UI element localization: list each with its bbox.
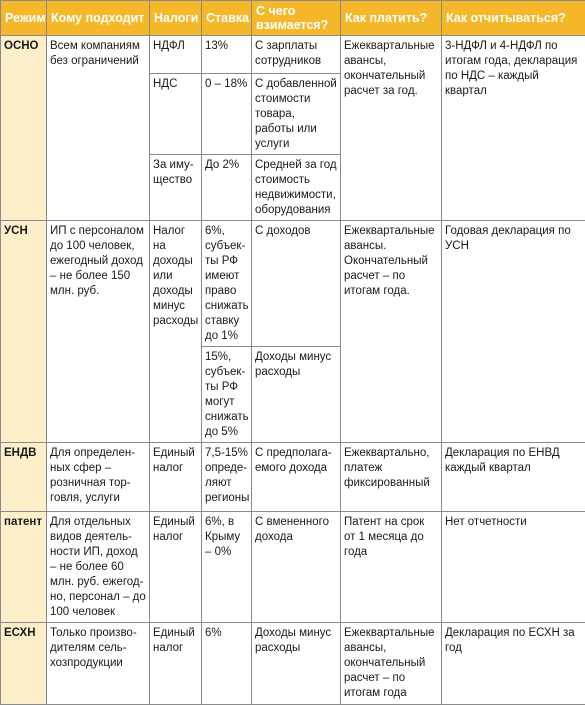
rate-cell: До 2% (202, 155, 252, 221)
who-cell: Для определен-ных сфер – розничная тор-говля, услуги (47, 443, 150, 512)
rate-cell: 7,5-15% опреде-ляют регионы (202, 443, 252, 512)
mode-cell: ЕНДВ (1, 443, 47, 512)
base-cell: Доходы минус расходы (252, 623, 341, 705)
table-row-eshn (1, 623, 585, 705)
tax-cell: Единый налог (150, 512, 202, 623)
mode-cell: УСН (1, 221, 47, 443)
report-cell: Декларация по ЕСХН за год (442, 623, 585, 705)
tax-cell: За иму-щество (150, 155, 202, 221)
rate-cell: 0 – 18% (202, 74, 252, 155)
pay-cell: Патент на срок от 1 месяца до года (341, 512, 442, 623)
report-cell: Нет отчетности (442, 512, 585, 623)
rate-cell: 15%, субъек-ты РФ могут снижать до 5% (202, 347, 252, 443)
table-row-patent (1, 512, 585, 623)
pay-cell: Ежеквартальные авансы, окончательный расчет – по итогам года (341, 623, 442, 705)
pay-cell: Ежеквартально, платеж фиксированный (341, 443, 442, 512)
base-cell: Доходы минус расходы (252, 347, 341, 443)
mode-cell: ЕСХН (1, 623, 47, 705)
header-pay: Как платить? (341, 1, 442, 36)
base-cell: С вмененного дохода (252, 512, 341, 623)
report-cell: Декларация по ЕНВД каждый квартал (442, 443, 585, 512)
base-cell: С предполага-емого дохода (252, 443, 341, 512)
table-row-envd (1, 443, 585, 512)
table-row-osno (1, 36, 585, 74)
who-cell: Всем компаниям без ограничений (47, 36, 150, 221)
rate-cell: 6%, в Крыму – 0% (202, 512, 252, 623)
header-report: Как отчитываться? (442, 1, 585, 36)
tax-cell: НДС (150, 74, 202, 155)
header-base: С чего взимается? (252, 1, 341, 36)
base-cell: С доходов (252, 221, 341, 347)
tax-cell: Налог на доходы или доходы минус расходы (150, 221, 202, 443)
rate-cell: 13% (202, 36, 252, 74)
rate-cell: 6%, субъек-ты РФ имеют право снижать ставку до 1% (202, 221, 252, 347)
header-who: Кому подходит (47, 1, 150, 36)
who-cell: Для отдельных видов деятель-ности ИП, доход – не более 60 млн. руб. ежегод-но, персонал – до 100 человек (47, 512, 150, 623)
header-taxes: Налоги (150, 1, 202, 36)
who-cell: Только произво-дителям сель-хозпродукции (47, 623, 150, 705)
base-cell: Средней за год стоимость недвижимости, оборудования (252, 155, 341, 221)
pay-cell: Ежеквартальные авансы. Окончательный расчет – по итогам года. (341, 221, 442, 443)
pay-cell: Ежеквартальные авансы, окончательный расчет за год. (341, 36, 442, 221)
report-cell: 3-НДФЛ и 4-НДФЛ по итогам года, декларация по НДС – каждый квартал (442, 36, 585, 221)
base-cell: С добавленной стоимости товара, работы или услуги (252, 74, 341, 155)
rate-cell: 6% (202, 623, 252, 705)
header-row (1, 1, 585, 36)
report-cell: Годовая декларация по УСН (442, 221, 585, 443)
tax-cell: НДФЛ (150, 36, 202, 74)
table-row-usn (1, 221, 585, 347)
tax-cell: Единый налог (150, 443, 202, 512)
mode-cell: патент (1, 512, 47, 623)
mode-cell: ОСНО (1, 36, 47, 221)
who-cell: ИП с персоналом до 100 человек, ежегодный доход – не более 150 млн. руб. (47, 221, 150, 443)
header-rate: Ставка (202, 1, 252, 36)
header-mode: Режим (1, 1, 47, 36)
base-cell: С зарплаты сотрудников (252, 36, 341, 74)
tax-cell: Единый налог (150, 623, 202, 705)
